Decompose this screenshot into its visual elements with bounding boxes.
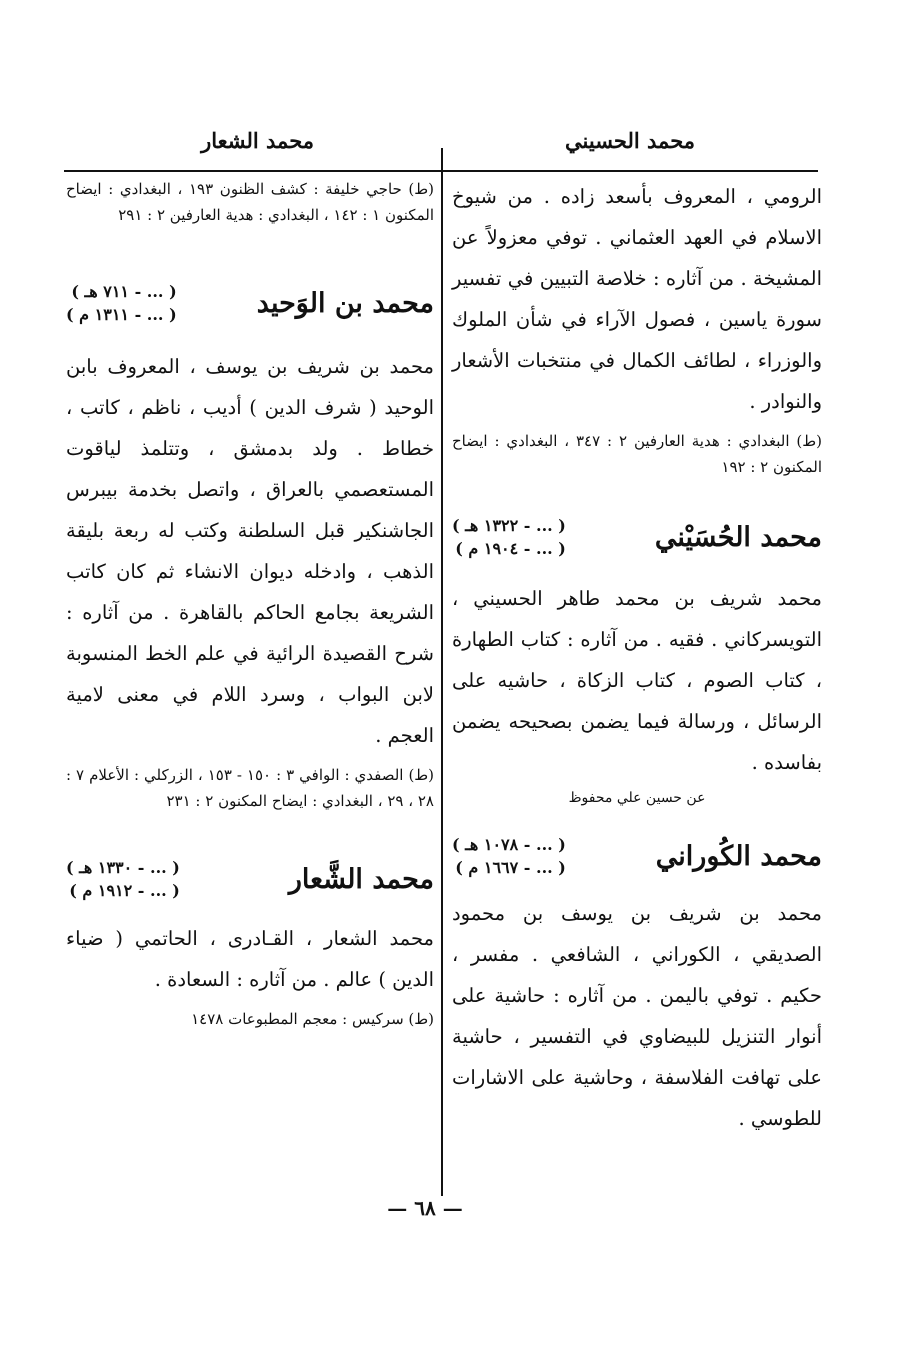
- entry-references-shaar: (ط) سركيس : معجم المطبوعات ١٤٧٨: [191, 1010, 434, 1028]
- entry-body-shaar: محمد الشعار ، القـادرى ، الحاتمي ( ضياء الدين ) عالم . من آثاره : السعادة .: [66, 927, 434, 991]
- date-gregorian: ( ... - ١٩١٢ م ): [69, 881, 180, 900]
- right-column: [452, 176, 822, 1139]
- date-gregorian: ( ... - ١٩٠٤ م ): [455, 539, 566, 558]
- continuation-references: (ط) حاجي خليفة : كشف الظنون ١٩٣ ، البغدادي : ايضاح المكنون ١ : ١٤٢ ، البغدادي : هدية العارفين ٢ : ٢٩١: [66, 180, 434, 224]
- running-head-right: محمد الحسيني: [565, 128, 695, 153]
- entry-name-shaar: محمد الشَّعار: [288, 863, 434, 895]
- entry-heading-kurani: [452, 833, 822, 879]
- entry-body-kurani: محمد بن شريف بن يوسف بن محمود الصديقي ، الكوراني ، الشافعي . مفسر ، حكيم . توفي باليمن . من آثاره : حاشية على أنوار التنزيل للبيضاوي في التفسير ، حاشية على تهافت الفلاسفة ، وحاشية على الاشارات للطوسي .: [452, 902, 822, 1130]
- entry-heading-husayni: [452, 514, 822, 560]
- entry-dates-ibn-alwahid: [66, 280, 177, 326]
- entry-heading-ibn-alwahid: [66, 280, 434, 326]
- entry-dates-husayni: [452, 514, 566, 560]
- entry-body-husayni: محمد شريف بن محمد طاهر الحسيني ، التويسركاني . فقيه . من آثاره : كتاب الطهارة ، كتاب الصوم ، كتاب الزكاة ، حاشيه على الرسائل ، ورسالة فيما يضمن بصحيحه يضمن بفاسده .: [452, 587, 822, 774]
- running-head-left: محمد الشعار: [201, 128, 314, 153]
- date-hijri: ( ... - ١٣٣٠ هـ ): [66, 858, 180, 877]
- entry-name-kurani: محمد الكُوراني: [655, 840, 822, 872]
- entry-references-ibn-alwahid: (ط) الصفدي : الوافي ٣ : ١٥٠ - ١٥٣ ، الزركلي : الأعلام ٧ : ٢٨ ، ٢٩ ، البغدادي : ايضاح المكنون ٢ : ٢٣١: [66, 766, 435, 810]
- date-hijri: ( ... - ٧١١ هـ ): [71, 282, 177, 301]
- entry-dates-shaar: [66, 856, 180, 902]
- entry-dates-kurani: [452, 833, 566, 879]
- date-hijri: ( ... - ١٣٢٢ هـ ): [452, 516, 566, 535]
- entry-name-ibn-alwahid: محمد بن الوَحيد: [256, 287, 434, 319]
- date-gregorian: ( ... - ١٣١١ م ): [66, 305, 177, 324]
- entry-body-ibn-alwahid: محمد بن شريف بن يوسف ، المعروف بابن الوحيد ( شرف الدين ) أديب ، ناظم ، كاتب ، خطاط . ولد بدمشق ، وتتلمذ لياقوت المستعصمي بالعراق ، واتصل بخدمة بيبرس الجاشنكير قبل السلطنة وكتب له ربعة بليقة الذهب ، وادخله ديوان الانشاء ثم كان كاتب الشريعة بجامع الحاكم بالقاهرة . من آثاره : شرح القصيدة الرائية في علم الخط المنسوبة لابن البواب ، وسرد اللام في معنى لامية العجم .: [66, 355, 434, 747]
- continuation-references: (ط) البغدادي : هدية العارفين ٢ : ٣٤٧ ، البغدادي : ايضاح المكنون ٢ : ١٩٢: [452, 432, 822, 476]
- entry-heading-shaar: [66, 856, 434, 902]
- left-column: [66, 176, 434, 1032]
- source-note: عن حسين علي محفوظ: [568, 790, 706, 806]
- entry-name-husayni: محمد الحُسَيْني: [654, 521, 822, 553]
- date-gregorian: ( ... - ١٦٦٧ م ): [455, 858, 566, 877]
- page-number: — ٦٨ —: [387, 1196, 463, 1220]
- continuation-text: الرومي ، المعروف بأسعد زاده . من شيوخ الاسلام في العهد العثماني . توفي معزولاً عن المشيخة . من آثاره : خلاصة التبيين في تفسير سورة ياسين ، فصول الآراء في شأن الملوك والوزراء ، لطائف الكمال في منتخبات الأشعار والنوادر .: [452, 185, 822, 413]
- date-hijri: ( ... - ١٠٧٨ هـ ): [452, 835, 566, 854]
- column-divider: [441, 148, 443, 1196]
